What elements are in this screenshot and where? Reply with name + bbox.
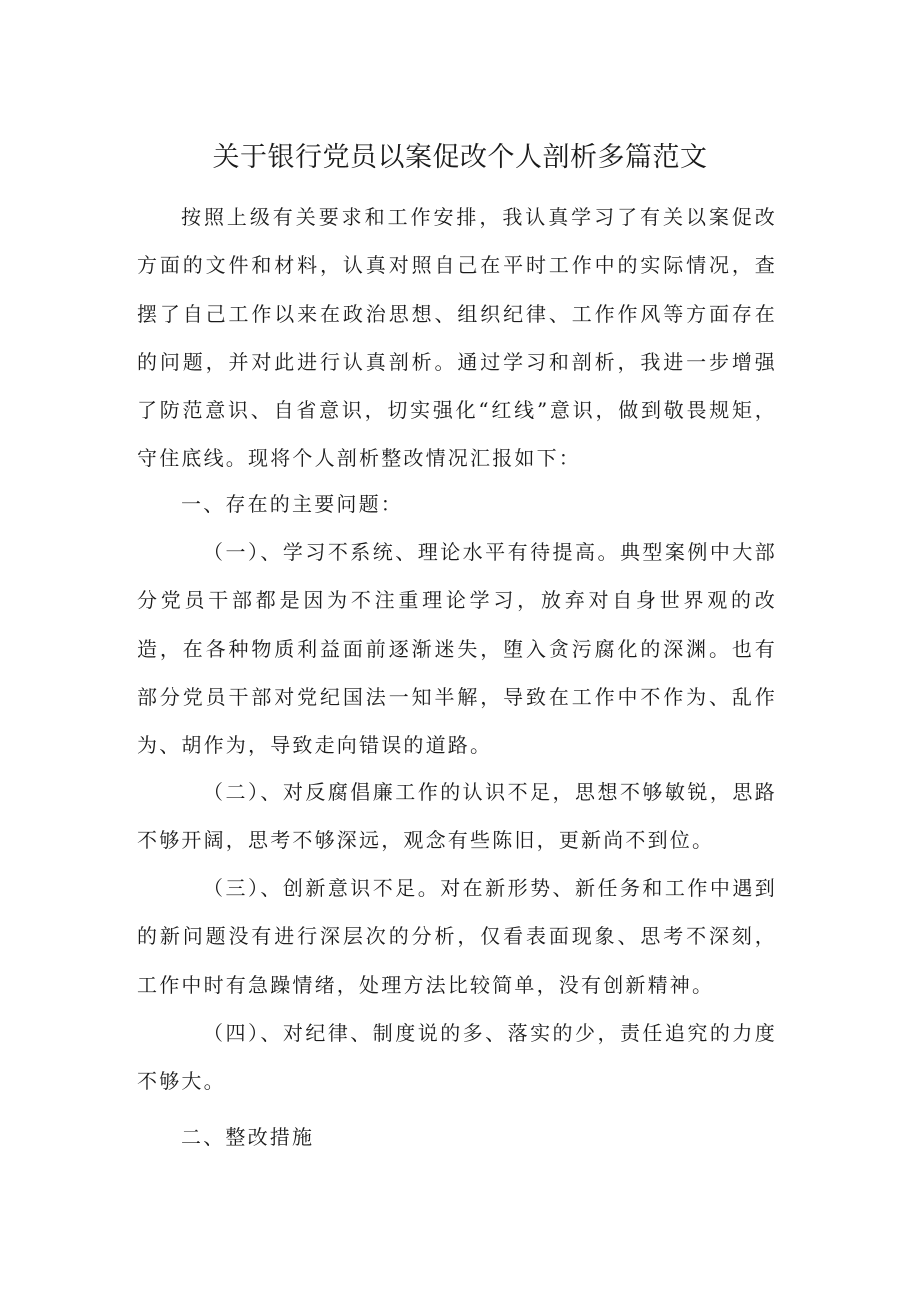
section-heading-measures: 二、整改措施 [181,1125,315,1149]
section-heading-problems: 一、存在的主要问题： [181,492,403,516]
problem-paragraph-3: （三）、创新意识不足。对在新形势、新任务和工作中遇到的新问题没有进行深层次的分析，仅看表面现象、思考不深刻，工作中时有急躁情绪，处理方法比较简单，没有创新精神。 [137,876,777,997]
document-title: 关于银行党员以案促改个人剖析多篇范文 [212,142,708,173]
problem-paragraph-4: （四）、对纪律、制度说的多、落实的少，责任追究的力度不够大。 [137,1021,777,1094]
intro-paragraph: 按照上级有关要求和工作安排，我认真学习了有关以案促改方面的文件和材料，认真对照自己在平时工作中的实际情况，查摆了自己工作以来在政治思想、组织纪律、工作作风等方面存在的问题，并对此进行认真剖析。通过学习和剖析，我进一步增强了防范意识、自省意识，切实强化“红线”意识，做到敬畏规矩，守住底线。现将个人剖析整改情况汇报如下： [137,205,777,471]
problem-paragraph-1: （一）、学习不系统、理论水平有待提高。典型案例中大部分党员干部都是因为不注重理论学习，放弃对自身世界观的改造，在各种物质利益面前逐渐迷失，堕入贪污腐化的深渊。也有部分党员干部对党纪国法一知半解，导致在工作中不作为、乱作为、胡作为，导致走向错误的道路。 [137,540,777,758]
problem-paragraph-2: （二）、对反腐倡廉工作的认识不足，思想不够敏锐，思路不够开阔，思考不够深远，观念有些陈旧，更新尚不到位。 [137,780,777,853]
